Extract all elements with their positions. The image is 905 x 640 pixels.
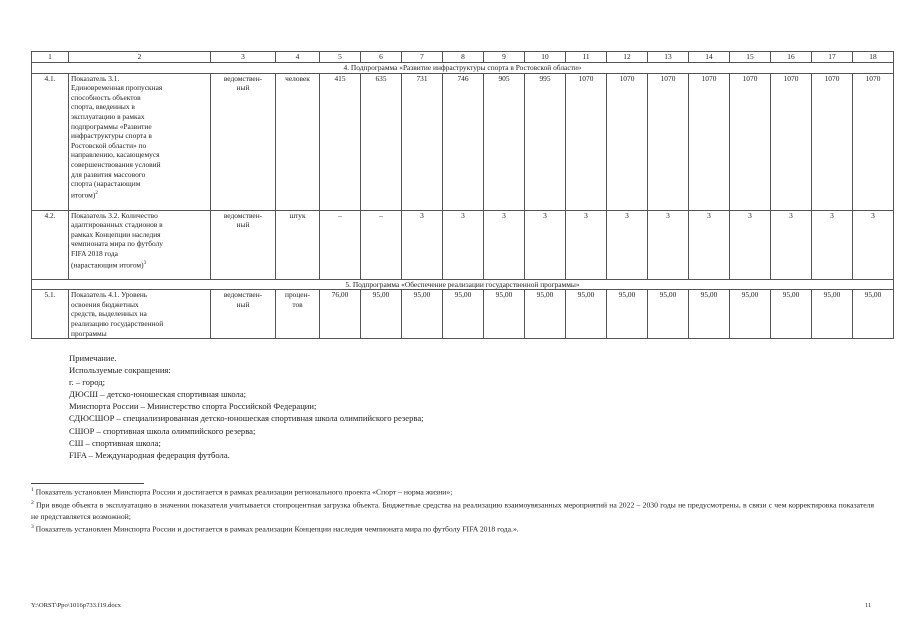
note-line: Примечание. xyxy=(69,353,117,363)
column-number: 18 xyxy=(853,52,894,63)
table-row xyxy=(32,73,894,210)
indicator-type-line: ведомствен- xyxy=(223,210,263,220)
indicator-name-line: средств, выделенных на xyxy=(71,309,147,319)
indicator-name-line: чемпионата мира по футболу xyxy=(71,239,163,249)
value-cell: 95,00 xyxy=(689,290,730,339)
table-row xyxy=(32,290,894,339)
indicator-name-line: программы xyxy=(71,328,107,338)
indicator-name-line: адаптированных стадионов в xyxy=(71,220,163,230)
unit-line: тов xyxy=(292,299,303,309)
note-line: СШ – спортивная школа; xyxy=(69,437,161,448)
value-cell: 3 xyxy=(730,210,771,279)
value-cell: 635 xyxy=(361,73,402,210)
footnote-separator xyxy=(31,483,144,484)
note-line: Используемые сокращения: xyxy=(69,365,171,376)
table-row xyxy=(32,210,894,279)
indicator-name xyxy=(69,210,211,279)
footnote-mark: 2 xyxy=(31,499,34,506)
indicator-name-line: эксплуатацию в рамках xyxy=(71,111,145,121)
value-cell: 95,00 xyxy=(812,290,853,339)
value-cell: 95,00 xyxy=(402,290,443,339)
indicator-name-line: подпрограммы «Развитие xyxy=(71,121,152,131)
value-cell: – xyxy=(361,210,402,279)
section-row xyxy=(32,279,894,290)
value-cell: 3 xyxy=(648,210,689,279)
value-cell: 95,00 xyxy=(484,290,525,339)
indicator-type xyxy=(211,290,276,339)
footnotes-block xyxy=(31,485,874,535)
indicator-type-line: ный xyxy=(236,83,250,93)
value-cell: 95,00 xyxy=(566,290,607,339)
note-line: г. – город; xyxy=(69,377,106,388)
column-number: 17 xyxy=(812,52,853,63)
value-cell: 3 xyxy=(853,210,894,279)
column-number: 14 xyxy=(689,52,730,63)
notes-block xyxy=(69,352,424,461)
value-cell: 3 xyxy=(402,210,443,279)
indicator-name-line: спорта, введенных в xyxy=(71,102,135,112)
column-number: 7 xyxy=(402,52,443,63)
indicator-name-line: инфраструктуры спорта в xyxy=(71,131,152,141)
value-cell: 1070 xyxy=(648,73,689,210)
column-number: 9 xyxy=(484,52,525,63)
column-number: 13 xyxy=(648,52,689,63)
value-cell: 3 xyxy=(443,210,484,279)
footnote-mark: 1 xyxy=(31,487,34,493)
value-cell: 1070 xyxy=(566,73,607,210)
indicator-name-line: итогом) xyxy=(71,190,96,200)
column-number: 3 xyxy=(211,52,276,63)
indicator-name-line: Показатель 4.1. Уровень xyxy=(71,290,148,300)
footer-file-path: Y:\ORST\Ppo\1016p733.f19.docx xyxy=(31,602,121,609)
column-number: 15 xyxy=(730,52,771,63)
indicator-name-line: спорта (нарастающим xyxy=(71,179,141,189)
value-cell: 76,00 xyxy=(320,290,361,339)
indicator-name xyxy=(69,73,211,210)
indicator-name-line: (нарастающим итогом) xyxy=(71,260,144,270)
column-number: 10 xyxy=(525,52,566,63)
footnote-ref: 2 xyxy=(95,190,98,196)
value-cell: 1070 xyxy=(771,73,812,210)
indicator-name-line: совершенствования условий xyxy=(71,159,161,169)
value-cell: 95,00 xyxy=(853,290,894,339)
footnote xyxy=(31,498,874,522)
indicator-name-line: Показатель 3.2. Количество xyxy=(71,210,158,220)
value-cell: 3 xyxy=(566,210,607,279)
unit xyxy=(276,210,320,279)
column-number: 5 xyxy=(320,52,361,63)
column-number: 8 xyxy=(443,52,484,63)
value-cell: 95,00 xyxy=(730,290,771,339)
unit xyxy=(276,290,320,339)
note-line: СДЮСШОР – специализированная детско-юношеская спортивная школа олимпийского резерва; xyxy=(69,413,424,424)
indicator-name-line: рамках Концепции наследия xyxy=(71,229,161,239)
value-cell: 1070 xyxy=(730,73,771,210)
note-line: ДЮСШ – детско-юношеская спортивная школа; xyxy=(69,389,247,400)
indicator-name-line: способность объектов xyxy=(71,92,141,102)
indicator-type-line: ный xyxy=(236,220,250,230)
footnote-text: При вводе объекта в эксплуатацию в значении показателя учитывается стопроцентная загрузка объекта. Бюджетные средства на реализацию взаимоувязанных мероприятий на 2022 – 2030 годы не предусмотрены, в связи с чем корректировка показателя не представляется возможной; xyxy=(31,500,874,521)
section-row xyxy=(32,63,894,74)
value-cell: 95,00 xyxy=(607,290,648,339)
indicator-type-line: ный xyxy=(236,299,250,309)
value-cell: 1070 xyxy=(853,73,894,210)
section-title: 4. Подпрограмма «Развитие инфраструктуры спорта в Ростовской области» xyxy=(32,63,894,74)
footnote xyxy=(31,485,874,498)
value-cell: 95,00 xyxy=(443,290,484,339)
note-line: FIFA – Международная федерация футбола. xyxy=(69,449,230,460)
value-cell: 3 xyxy=(771,210,812,279)
footnote-ref: 3 xyxy=(143,260,147,266)
value-cell: 3 xyxy=(607,210,648,279)
value-cell: 905 xyxy=(484,73,525,210)
row-number: 5.1. xyxy=(32,290,69,339)
indicator-name-line: Единовременная пропускная xyxy=(71,83,163,93)
unit xyxy=(276,73,320,210)
indicator-name-line: для развития массового xyxy=(71,169,146,179)
column-number: 11 xyxy=(566,52,607,63)
indicators-table xyxy=(31,51,894,339)
column-number: 2 xyxy=(69,52,211,63)
value-cell: 1070 xyxy=(812,73,853,210)
value-cell: 1070 xyxy=(607,73,648,210)
value-cell: 3 xyxy=(812,210,853,279)
value-cell: 95,00 xyxy=(771,290,812,339)
value-cell: 3 xyxy=(689,210,730,279)
indicator-name-line: Ростовской области» по xyxy=(71,140,147,150)
indicator-name-line: реализацию государственной xyxy=(71,318,164,328)
unit-line: процен- xyxy=(285,290,310,300)
section-title: 5. Подпрограмма «Обеспечение реализации государственной программы» xyxy=(32,279,894,290)
table-body xyxy=(32,52,894,339)
value-cell: 731 xyxy=(402,73,443,210)
row-number: 4.1. xyxy=(32,73,69,210)
indicator-name xyxy=(69,290,211,339)
indicator-type-line: ведомствен- xyxy=(223,73,263,83)
value-cell: 95,00 xyxy=(648,290,689,339)
row-number: 4.2. xyxy=(32,210,69,279)
note-line: Минспорта России – Министерство спорта Российской Федерации; xyxy=(69,401,317,412)
indicator-type xyxy=(211,73,276,210)
unit-line: человек xyxy=(285,73,310,83)
indicator-name-line: освоения бюджетных xyxy=(71,299,139,309)
note-line: СШОР – спортивная школа олимпийского резерва; xyxy=(69,425,256,436)
value-cell: 3 xyxy=(484,210,525,279)
value-cell: 995 xyxy=(525,73,566,210)
footnote-text: Показатель установлен Минспорта России и достигается в рамках реализации регионального проекта «Спорт – норма жизни»; xyxy=(33,487,453,497)
column-number: 4 xyxy=(276,52,320,63)
indicator-name-line: Показатель 3.1. xyxy=(71,73,120,83)
value-cell: 95,00 xyxy=(525,290,566,339)
column-number: 16 xyxy=(771,52,812,63)
unit-line: штук xyxy=(289,210,306,220)
footnote-text: Показатель установлен Минспорта России и достигается в рамках реализации Концепции наследия чемпионата мира по футболу FIFA 2018 года.». xyxy=(33,524,519,534)
page-number: 11 xyxy=(865,602,872,609)
column-number: 1 xyxy=(32,52,69,63)
header-row xyxy=(32,52,894,63)
indicator-name-line: FIFA 2018 года xyxy=(71,248,118,258)
value-cell: 1070 xyxy=(689,73,730,210)
indicator-type-line: ведомствен- xyxy=(223,290,263,300)
column-number: 12 xyxy=(607,52,648,63)
indicator-type xyxy=(211,210,276,279)
value-cell: 95,00 xyxy=(361,290,402,339)
value-cell: 415 xyxy=(320,73,361,210)
indicator-name-line: направлению, касающемуся xyxy=(71,150,160,160)
footnote xyxy=(31,522,874,535)
column-number: 6 xyxy=(361,52,402,63)
value-cell: – xyxy=(320,210,361,279)
value-cell: 3 xyxy=(525,210,566,279)
value-cell: 746 xyxy=(443,73,484,210)
footnote-mark: 3 xyxy=(31,524,34,531)
